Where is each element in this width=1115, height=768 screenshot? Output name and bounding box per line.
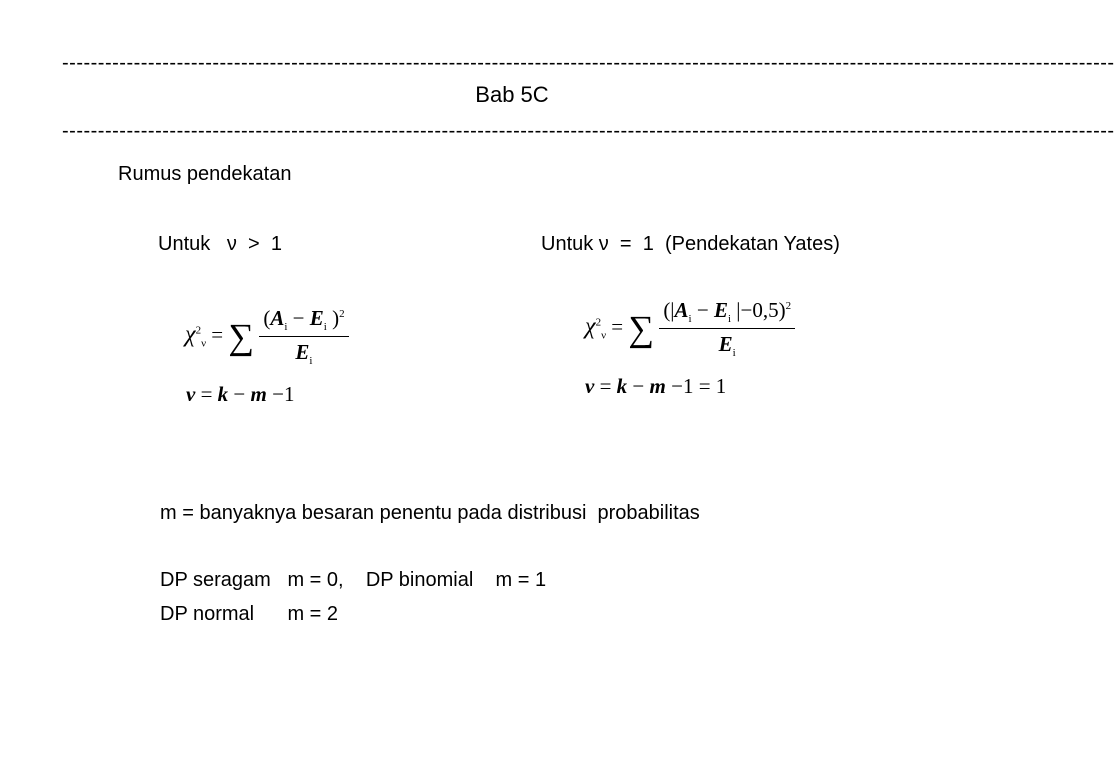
bottom-dashed-rule: --------------------------------------------------------------------------------------------------------------------------------------------------- xyxy=(62,120,1115,142)
chi-symbol: χ xyxy=(185,321,196,348)
right-denominator: $E_i$ xyxy=(718,332,736,360)
sigma-icon: ∑ xyxy=(628,308,655,349)
top-dashed-rule: --------------------------------------------------------------------------------------------------------------------------------------------------- xyxy=(62,52,1115,74)
left-numerator: ($A_i - E_i$ )$^2$ xyxy=(259,306,348,337)
left-condition: Untuk ν > 1 xyxy=(158,233,282,255)
dp-uniform-binomial: DP seragam m = 0, DP binomial m = 1 xyxy=(160,569,547,591)
left-denominator: $E_i$ xyxy=(295,340,313,368)
m-definition: m = banyaknya besaran penentu pada distribusi probabilitas xyxy=(160,502,700,524)
section-heading: Rumus pendekatan xyxy=(118,163,292,185)
right-numerator: ($|A_i - E_i$ |−0,5)$^2$ xyxy=(659,298,795,329)
right-fraction xyxy=(659,298,795,359)
page-title: Bab 5C xyxy=(475,82,549,107)
left-degrees-of-freedom: ν = k − m −1 xyxy=(186,382,295,406)
left-chi-square-formula: $\chi^2_\nu$ = ∑ $\frac{(A_i - E_i )^2}{E_i}$ xyxy=(185,306,349,367)
chi-symbol: χ xyxy=(585,313,596,340)
sigma-icon: ∑ xyxy=(228,316,255,357)
dp-normal: DP normal m = 2 xyxy=(160,603,339,625)
left-fraction xyxy=(259,306,348,367)
right-chi-square-yates-formula: $\chi^2_\nu$ = ∑ $\frac{(|A_i - E_i |-0,5)^2}{E_i}$ xyxy=(585,298,795,359)
right-degrees-of-freedom: ν = k − m −1 = 1 xyxy=(585,374,727,398)
right-condition: Untuk ν = 1 (Pendekatan Yates) xyxy=(541,233,840,255)
